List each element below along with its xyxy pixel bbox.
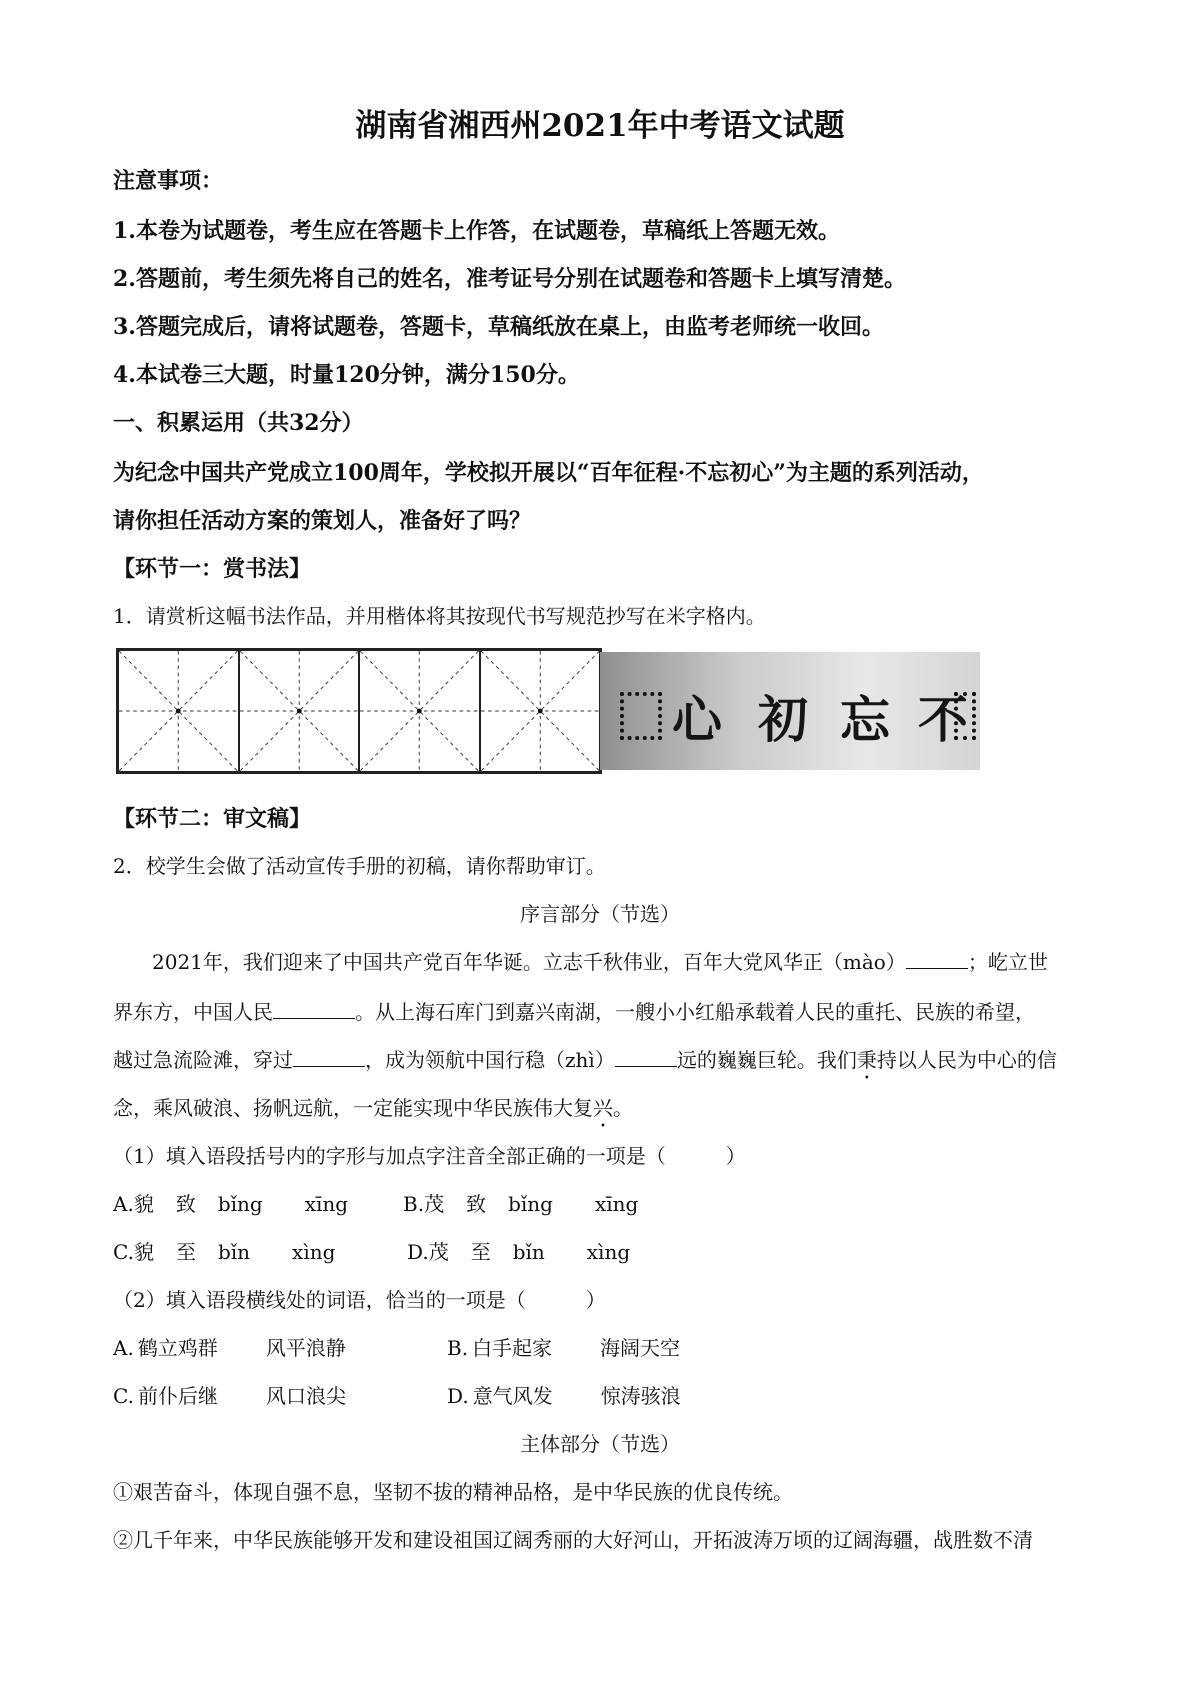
option-2D[interactable]: D. 意气风发 惊涛骇浪 bbox=[447, 1384, 681, 1408]
calligraphy-char: 不 bbox=[918, 690, 968, 749]
mizige-cell[interactable] bbox=[240, 651, 361, 771]
section1-intro-line1: 为纪念中国共产党成立100周年，学校拟开展以“百年征程·不忘初心”为主题的系列活动， bbox=[113, 460, 984, 486]
subquestion-1: （1）填入语段括号内的字形与加点字注音全部正确的一项是（ ） bbox=[113, 1144, 746, 1168]
calligraphy-image bbox=[600, 652, 980, 770]
mizige-cell[interactable] bbox=[360, 651, 481, 771]
preface-title: 序言部分（节选） bbox=[520, 902, 680, 926]
blank-4[interactable] bbox=[615, 1048, 677, 1067]
mizige-cell[interactable] bbox=[481, 651, 600, 771]
dotted-char: 兴 bbox=[593, 1096, 613, 1120]
paragraph-line-3: 越过急流险滩，穿过 ，成为领航中国行稳（zhì） 远的巍巍巨轮。我们秉持以人民为中心的信 bbox=[113, 1048, 1057, 1072]
option-2C[interactable]: C. 前仆后继 风口浪尖 bbox=[113, 1384, 346, 1408]
main-paragraph-2: ②几千年来，中华民族能够开发和建设祖国辽阔秀丽的大好河山，开拓波涛万顷的辽阔海疆，战胜数不清 bbox=[113, 1528, 1033, 1552]
seal-mark-right bbox=[954, 692, 976, 740]
paragraph-line-1: 2021年，我们迎来了中国共产党百年华诞。立志千秋伟业，百年大党风华正（mào） ；屹立世 bbox=[152, 950, 1048, 974]
section1-intro-line2: 请你担任活动方案的策划人，准备好了吗？ bbox=[113, 508, 532, 534]
dotted-char: 秉 bbox=[856, 1048, 877, 1072]
part1-heading: 【环节一：赏书法】 bbox=[113, 556, 312, 582]
subquestion-2: （2）填入语段横线处的词语，恰当的一项是（ ） bbox=[113, 1288, 606, 1312]
question-1: 1．请赏析这幅书法作品，并用楷体将其按现代书写规范抄写在米字格内。 bbox=[113, 604, 766, 628]
blank-3[interactable] bbox=[293, 1048, 365, 1067]
notice-item-3: 3.答题完成后，请将试题卷，答题卡，草稿纸放在桌上，由监考老师统一收回。 bbox=[113, 314, 884, 340]
question-2: 2．校学生会做了活动宣传手册的初稿，请你帮助审订。 bbox=[113, 854, 606, 878]
calligraphy-char: 初 bbox=[758, 690, 808, 749]
option-2B[interactable]: B. 白手起家 海阔天空 bbox=[447, 1336, 681, 1360]
section1-heading: 一、积累运用（共32分） bbox=[113, 410, 364, 436]
mizige-cell[interactable] bbox=[119, 651, 240, 771]
notice-heading: 注意事项： bbox=[113, 168, 224, 194]
notice-item-2: 2.答题前，考生须先将自己的姓名，准考证号分别在试题卷和答题卡上填写清楚。 bbox=[113, 266, 906, 292]
part2-heading: 【环节二：审文稿】 bbox=[113, 806, 312, 832]
option-1C[interactable]: C.貌 至 bǐn xìng bbox=[113, 1240, 336, 1264]
main-paragraph-1: ①艰苦奋斗，体现自强不息，坚韧不拔的精神品格，是中华民族的优良传统。 bbox=[113, 1480, 793, 1504]
notice-item-1: 1.本卷为试题卷，考生应在答题卡上作答，在试题卷，草稿纸上答题无效。 bbox=[113, 218, 840, 244]
blank-2[interactable] bbox=[273, 1000, 355, 1019]
notice-item-4: 4.本试卷三大题，时量120分钟，满分150分。 bbox=[113, 362, 580, 388]
paragraph-line-2: 界东方，中国人民 。从上海石库门到嘉兴南湖，一艘小小红船承载着人民的重托、民族的希望， bbox=[113, 1000, 1035, 1024]
main-section-title: 主体部分（节选） bbox=[520, 1432, 680, 1456]
blank-1[interactable] bbox=[906, 950, 968, 969]
option-1B[interactable]: B.茂 致 bǐng xīng bbox=[403, 1192, 639, 1216]
option-1A[interactable]: A.貌 致 bǐng xīng bbox=[113, 1192, 349, 1216]
page-title: 湖南省湘西州2021年中考语文试题 bbox=[355, 108, 845, 144]
option-2A[interactable]: A. 鹤立鸡群 风平浪静 bbox=[113, 1336, 346, 1360]
mizige-grid[interactable] bbox=[116, 648, 602, 774]
option-1D[interactable]: D.茂 至 bǐn xìng bbox=[407, 1240, 631, 1264]
calligraphy-char: 忘 bbox=[840, 690, 890, 749]
seal-mark-left bbox=[620, 692, 662, 740]
calligraphy-char: 心 bbox=[672, 690, 722, 749]
paragraph-line-4: 念，乘风破浪、扬帆远航，一定能实现中华民族伟大复兴。 bbox=[113, 1096, 633, 1120]
